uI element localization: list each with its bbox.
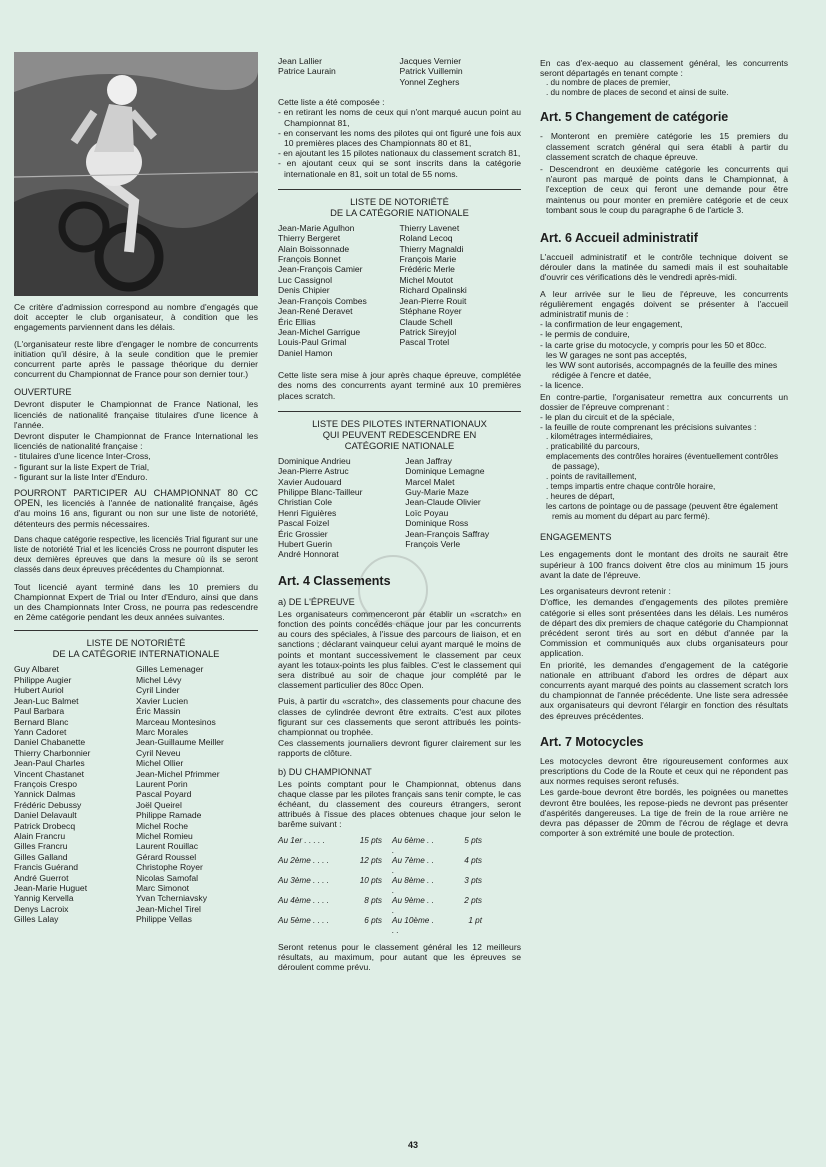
name-entry: Frédéric Merle [399, 264, 455, 275]
names-column-right [405, 456, 521, 560]
epreuve-paragraph-3: Ces classements journaliers devront figurer clairement sur les rapports de clôture. [278, 738, 521, 759]
name-entry: Frédéric Debussy [14, 799, 82, 810]
article-6-paragraph-1: L'accueil administratif et le contrôle technique doivent se dérouler dans la matinée du samedi mais il est souhaitable d'ouvrir ces vérifications dès le vendredi après-midi. [540, 252, 788, 283]
name-entry: Vincent Chastanet [14, 768, 85, 779]
points-cell: Au 2ème . . . . [278, 855, 329, 865]
ouverture-paragraph-1: Devront disputer le Championnat de France National, les licenciés de nationalité française titulaires d'une licence à l'année. [14, 399, 258, 430]
epreuve-heading: a) DE L'ÉPREUVE [278, 596, 355, 607]
points-cell: Au 3ème . . . . [278, 875, 329, 885]
exaequo-list [540, 78, 788, 98]
name-entry: Marceau Montesinos [136, 716, 216, 727]
name-entry: Michel Ollier [136, 758, 184, 769]
name-entry: Roland Lecoq [399, 233, 453, 244]
names-column-left [278, 223, 400, 358]
column-left [14, 52, 258, 925]
article-6-paragraph-3: En contre-partie, l'organisateur remettra aux concurrents un dossier de l'épreuve comprenant : [540, 391, 788, 412]
name-entry: Cyril Linder [136, 685, 180, 696]
list-item: les W garages ne sont pas acceptés, [546, 349, 687, 360]
name-entry: Hubert Guerin [278, 538, 332, 549]
name-entry: Jean-Guillaume Meiller [136, 737, 224, 748]
points-cell: 3 pts [464, 875, 482, 885]
trial-paragraph: Dans chaque catégorie respective, les licenciés Trial figurant sur une liste de notoriété Trial et les licenciés Cross ne pourront disputer les deux dernières épreuves que dans la mesure où ils se seront classés dans deux épreuves précédentes du Championnat. [14, 534, 258, 575]
name-entry: Marc Simonot [136, 883, 190, 894]
ouverture-heading: OUVERTURE [14, 387, 72, 398]
name-entry: Yannig Kervella [14, 893, 74, 904]
name-entry: Nicolas Samofal [136, 872, 199, 883]
name-entry: Christophe Royer [136, 862, 203, 873]
name-entry: Bernard Blanc [14, 716, 69, 727]
name-entry: Loïc Poyau [405, 507, 449, 518]
name-entry: Joël Queirel [136, 799, 182, 810]
page-number: 43 [407, 1140, 418, 1150]
name-entry: Henri Figuières [278, 507, 337, 518]
list-item: . praticabilité du parcours, [546, 442, 640, 452]
names-column-left [278, 56, 400, 87]
photo-caption-paragraph: Ce critère d'admission correspond au nombre d'engagés que doit accepter le club organisateur, à condition que les engagements parviennent dans les délais. [14, 302, 258, 333]
engagements-paragraph-2: Les organisateurs devront retenir : [540, 586, 671, 597]
name-entry: Stéphane Royer [399, 306, 462, 317]
name-entry: Marcel Malet [405, 476, 455, 487]
pourront-heading: POURRONT PARTICIPER AU CHAMPIONNAT 80 CC OPEN, [14, 488, 258, 509]
list-item: . du nombre de places de second et ainsi de suite. [546, 88, 729, 98]
name-entry: Philippe Blanc-Tailleur [278, 486, 363, 497]
names-column-left [278, 456, 405, 560]
points-cell: 6 pts [364, 915, 382, 925]
composee-paragraph: Cette liste a été composée : [278, 97, 385, 108]
points-cell: Au 8ème . . . [392, 875, 434, 895]
name-entry: Éric Ellias [278, 316, 316, 327]
column-right [540, 58, 788, 838]
list-item: emplacements des contrôles horaires (éventuellement contrôles de passage), [546, 452, 779, 472]
list-item: - en ajoutant les 15 pilotes nationaux du classement scratch 81, [278, 148, 521, 159]
name-entry: Daniel Delavault [14, 810, 77, 821]
tout-licencie-paragraph: Tout licencié ayant terminé dans les 10 premiers du Championnat Expert de Trial ou Inter d'Enduro, ainsi que dans un des Championnats Inter Cross, ne pourra pas redescendre en 2ème catégorie pendant les deux années suivantes. [14, 581, 258, 623]
name-entry: François Crespo [14, 778, 78, 789]
article-5-list [540, 131, 788, 215]
points-cell: Au 1er . . . . . [278, 835, 325, 845]
name-entry: Luc Cassignol [278, 274, 332, 285]
list-item: - en retirant les noms de ceux qui n'ont marqué aucun point au Championnat 81, [278, 107, 521, 128]
article-6-paragraph-2: A leur arrivée sur le lieu de l'épreuve, les concurrents régulièrement engagés doivent se présenter à l'accueil administratif munis de : [540, 288, 788, 320]
points-cell: 1 pt [468, 915, 482, 925]
rider-illustration [14, 52, 258, 296]
name-entry: Pascal Foizel [278, 518, 330, 529]
name-entry: Xavier Lucien [136, 695, 189, 706]
name-entry: Yannick Dalmas [14, 789, 76, 800]
name-entry: Jean-Claude Olivier [405, 497, 481, 508]
name-entry: Daniel Chabanette [14, 737, 86, 748]
continued-names-list [278, 56, 521, 87]
points-cell: Au 6ème . . . [392, 835, 434, 855]
name-entry: Yonnel Zeghers [399, 76, 460, 87]
name-entry: Jean Lallier [278, 56, 322, 66]
list-item: les cartons de pointage ou de passage (peuvent être également remis au moment du départ au parc fermé). [546, 502, 778, 522]
championnat-heading: b) DU CHAMPIONNAT [278, 766, 372, 777]
name-entry: Philippe Ramade [136, 810, 202, 821]
name-entry: Gilles Francru [14, 841, 68, 852]
article-6-documents-list [540, 319, 788, 390]
national-list-note: Cette liste sera mise à jour après chaque épreuve, complétée des noms des concurrents ayant terminé aux 10 premières places scratch. [278, 370, 521, 401]
name-entry: Laurent Porin [136, 778, 188, 789]
name-entry: Yann Cadoret [14, 726, 67, 737]
name-entry: Michel Moutot [399, 274, 453, 285]
name-entry: Thierry Charbonnier [14, 747, 91, 758]
engagements-paragraph-1: Les engagements dont le montant des droits ne saurait être supérieur à 100 francs doivent être clos au minimum 15 jours avant la date de l'épreuve. [540, 549, 788, 580]
pourront-paragraph [14, 488, 258, 529]
article-4-heading: Art. 4 Classements [278, 573, 391, 588]
championnat-paragraph-1: Les points comptant pour le Championnat, obtenus dans chaque classe par les pilotes français sans tenir compte, le cas échéant, du classement des coureurs étrangers, seront attribués à l'issue des places obtenues chaque jour selon le barême suivant : [278, 778, 521, 830]
list-item: - Descendront en deuxième catégorie les concurrents qui n'auront pas marqué de points dans le Championnat, à l'exception de ceux qui feront une demande pour être maintenus ou pour monter en première catégorie et de ceux tombant sous le coup du paragraphe 6 de l'article 3. [540, 164, 788, 215]
name-entry: Gérard Roussel [136, 851, 197, 862]
name-entry: Dominique Lemagne [405, 466, 485, 477]
name-entry: Claude Schell [399, 316, 453, 327]
list-item: . heures de départ, [546, 492, 615, 502]
name-entry: Thierry Bergeret [278, 233, 341, 244]
name-entry: Gilles Lemenager [136, 664, 204, 675]
ouverture-paragraph-2: Devront disputer le Championnat de France International les licenciés de nationalité française : [14, 431, 258, 452]
international-names-list [14, 664, 258, 924]
points-cell: 15 pts [359, 835, 382, 845]
ouverture-list [14, 451, 258, 482]
list-item: les WW sont autorisés, accompagnés de la feuille des mines rédigée à l'encre et datée, [546, 360, 778, 381]
list-item: . du nombre de places de premier, [546, 78, 671, 88]
points-cell: 5 pts [464, 835, 482, 845]
points-cell: Au 5ème . . . . [278, 915, 329, 925]
name-entry: Patrick Drobecq [14, 820, 76, 831]
name-entry: Guy Albaret [14, 664, 59, 675]
points-cell: Au 9ème . . . [392, 895, 434, 915]
name-entry: François Bonnet [278, 254, 341, 265]
name-entry: Dominique Andrieu [278, 455, 351, 466]
pourront-text: les licenciés à l'année de nationalité française, âgés d'au moins 16 ans, figurant ou non sur une liste de notoriété, détenteurs des permis nécessaires. [14, 498, 258, 529]
article-6-dossier-list [540, 412, 788, 432]
points-scale-table [278, 836, 521, 936]
list-item: - le permis de conduire, [540, 329, 630, 340]
article-7-paragraph-2: Les garde-boue devront être bordés, les poignées ou manettes devront être boulées, les repose-pieds ne devront pas présenter d'aspérités dangereuses. La tige de frein de la roue arrière ne devra pas dépasser de 20mm de l'écrou de réglage et devra comporter à son extrémité une boule de protection. [540, 787, 788, 839]
list-item: . kilométrages intermédiaires, [546, 432, 653, 442]
list-item: - la licence. [540, 380, 584, 391]
name-entry: Jean-Paul Charles [14, 758, 85, 769]
name-entry: Jean-Marie Huguet [14, 883, 88, 894]
points-cell: 12 pts [359, 855, 382, 865]
article-6-heading: Art. 6 Accueil administratif [540, 231, 698, 246]
name-entry: Christian Cole [278, 497, 332, 508]
name-entry: Denys Lacroix [14, 903, 69, 914]
list-item: . points de ravitaillement, [546, 472, 637, 482]
name-entry: Marc Morales [136, 726, 189, 737]
list-item: - en conservant les noms des pilotes qui ont figuré une fois aux 10 premières places des Championnats 80 et 81, [278, 127, 521, 149]
redescend-list-heading: LISTE DES PILOTES INTERNATIONAUX QUI PEUVENT REDESCENDRE EN CATÉGORIE NATIONALE [312, 417, 487, 451]
name-entry: Hubert Auriol [14, 685, 64, 696]
names-column-right [136, 664, 258, 924]
name-entry: Jean-René Deravet [278, 306, 353, 317]
article-7-paragraph-1: Les motocycles devront être rigoureusement conformes aux prescriptions du Code de la Route et ceux qui ne répondent pas aux normes requises seront refusés. [540, 755, 788, 787]
name-entry: Jean-Michel Tirel [136, 903, 201, 914]
names-column-left [14, 664, 136, 924]
name-entry: Patrice Laurain [278, 66, 336, 77]
faded-stamp-mark [358, 555, 428, 625]
list-item: - la feuille de route comprenant les précisions suivantes : [540, 422, 757, 433]
section-divider [278, 189, 521, 190]
name-entry: Jean-Marie Agulhon [278, 222, 355, 233]
names-column-right [400, 56, 522, 87]
name-entry: Richard Opalinski [399, 285, 467, 296]
section-divider [14, 630, 258, 631]
name-entry: Pascal Trotel [399, 337, 450, 348]
name-entry: Michel Romieu [136, 830, 193, 841]
name-entry: Jean-Luc Balmet [14, 695, 79, 706]
name-entry: Guy-Marie Maze [405, 486, 469, 497]
name-entry: Xavier Audouard [278, 476, 342, 487]
name-entry: Pascal Poyard [136, 789, 192, 800]
column-middle [278, 56, 521, 972]
name-entry: Patrick Sireyjol [399, 326, 457, 337]
name-entry: Jean-François Combes [278, 295, 367, 306]
epreuve-paragraph-2: Puis, à partir du «scratch», des classements pour chacune des classes de cylindrée devront être extraits. C'est aux pilotes figurant sur ces classements que seront attribués les points-championnat ou trophée. [278, 696, 521, 738]
name-entry: André Guerrot [14, 872, 69, 883]
points-cell: Au 4ème . . . . [278, 895, 329, 905]
epreuve-paragraph-1: Les organisateurs commenceront par établir un «scratch» en fonction des points concédés chaque jour par les concurrents au cours des spéciales, à l'issue des parcours de liaison, et en sanctions ; déclarant vainqueur celui ayant marqué le moins de points et montant successivement le classement par ceux ayant les totaux-points les plus faibles. C'est le classement qui sera distribué au soir de chaque jour complété par le classement particulier des 80cc Open. [278, 608, 521, 691]
name-entry: Jacques Vernier [399, 56, 462, 66]
name-entry: Philippe Augier [14, 674, 72, 685]
article-5-heading: Art. 5 Changement de catégorie [540, 110, 729, 125]
name-entry: Jean-Pierre Astruc [278, 466, 349, 477]
list-item: - titulaires d'une licence Inter-Cross, [14, 451, 151, 462]
national-list-heading: LISTE DE NOTORIÉTÉ DE LA CATÉGORIE NATIONALE [330, 195, 469, 218]
name-entry: Jean Jaffray [405, 455, 452, 466]
list-item: - la confirmation de leur engagement, [540, 319, 683, 330]
composee-list [278, 107, 521, 178]
name-entry: Jean-Michel Pfrimmer [136, 768, 220, 779]
name-entry: Jean-François Saffray [405, 528, 490, 539]
points-cell: Au 10ème . . . [392, 915, 434, 935]
championnat-paragraph-2: Seront retenus pour le classement général les 12 meilleurs résultats, au maximum, pour autant que les épreuves se déroulent comme prévu. [278, 941, 521, 973]
name-entry: Louis-Paul Grimal [278, 337, 347, 348]
name-entry: Éric Massin [136, 706, 181, 717]
name-entry: Dominique Ross [405, 518, 469, 529]
name-entry: Michel Lévy [136, 674, 182, 685]
list-item: - en ajoutant ceux qui se sont inscrits dans la catégorie internationale en 81, soit un total de 55 noms. [278, 158, 521, 179]
name-entry: Yvan Tcherniavsky [136, 893, 208, 904]
article-6-precisions-list [540, 432, 788, 522]
engagements-heading: ENGAGEMENTS [540, 532, 612, 543]
name-entry: Thierry Magnaldi [399, 243, 464, 254]
name-entry: Denis Chipier [278, 285, 330, 296]
name-entry: Gilles Lalay [14, 914, 59, 925]
organisateur-paragraph: (L'organisateur reste libre d'engager le nombre de concurrents initiation qu'il désire, à la seule condition que le premier concurrent parte après le passage théorique du dernier concurrent du Championnat de France pour son dernier tour.) [14, 338, 258, 380]
list-item: . temps impartis entre chaque contrôle horaire, [546, 482, 716, 492]
points-cell: 4 pts [464, 855, 482, 865]
name-entry: Patrick Vuillemin [399, 66, 463, 77]
name-entry: François Marie [399, 254, 457, 265]
article-7-heading: Art. 7 Motocycles [540, 734, 644, 749]
list-item: - le plan du circuit et de la spéciale, [540, 412, 675, 423]
points-cell: Au 7ème . . . [392, 855, 434, 875]
name-entry: Jean-Michel Garrigue [278, 326, 361, 337]
list-item: - Monteront en première catégorie les 15 premiers du classement scratch général qui sera établi à partir du classement scratch de chaque épreuve. [540, 131, 788, 162]
engagements-paragraph-3: D'office, les demandes d'engagements des pilotes première catégorie si elles sont présentées dans les délais. Les numéros de départ des dix premiers de chaque catégorie du Championnat précédent seront tirés au sort en début d'année par la Commission et communiqués aux clubs organisateurs pour application. [540, 597, 788, 659]
name-entry: Thierry Lavenet [399, 222, 460, 233]
name-entry: François Verle [405, 538, 461, 549]
points-cell: 2 pts [464, 895, 482, 905]
engagements-paragraph-4: En priorité, les demandes d'engagement de la catégorie nationale en attribuant d'abord les ordres de départ aux concurrents ayant marqué des points au classement scratch lors du championnat de l'année précédente. Une liste sera adressée aux organisateurs qui devront l'élargir en fonction des résultats des épreuves précédentes. [540, 659, 788, 721]
name-entry: Éric Grossier [278, 528, 328, 539]
name-entry: Philippe Vellas [136, 914, 192, 925]
name-entry: Jean-Pierre Rouit [399, 295, 467, 306]
exaequo-paragraph: En cas d'ex-aequo au classement général, les concurrents seront départagés en tenant compte : [540, 58, 788, 79]
name-entry: André Honnorat [278, 549, 339, 560]
motocross-rider-photo [14, 52, 258, 296]
redescend-names-list [278, 456, 521, 560]
name-entry: Cyril Neveu [136, 747, 181, 758]
points-cell: 8 pts [364, 895, 382, 905]
name-entry: Alain Francru [14, 830, 66, 841]
list-item: - la carte grise du motocycle, y compris pour les 50 et 80cc. [540, 339, 767, 350]
name-entry: Laurent Rouillac [136, 841, 199, 852]
name-entry: Michel Roche [136, 820, 189, 831]
section-divider [278, 411, 521, 412]
name-entry: Alain Boissonnade [278, 243, 350, 254]
international-list-heading: LISTE DE NOTORIÉTÉ DE LA CATÉGORIE INTERNATIONALE [52, 637, 220, 660]
name-entry: Jean-François Camier [278, 264, 363, 275]
national-names-list [278, 223, 521, 358]
names-column-right [400, 223, 522, 358]
list-item: - figurant sur la liste Expert de Trial, [14, 461, 150, 472]
name-entry: Francis Guérand [14, 862, 79, 873]
name-entry: Gilles Galland [14, 851, 68, 862]
list-item: - figurant sur la liste Inter d'Enduro. [14, 471, 148, 482]
name-entry: Paul Barbara [14, 706, 65, 717]
points-cell: 10 pts [359, 875, 382, 885]
name-entry: Daniel Hamon [278, 347, 333, 358]
